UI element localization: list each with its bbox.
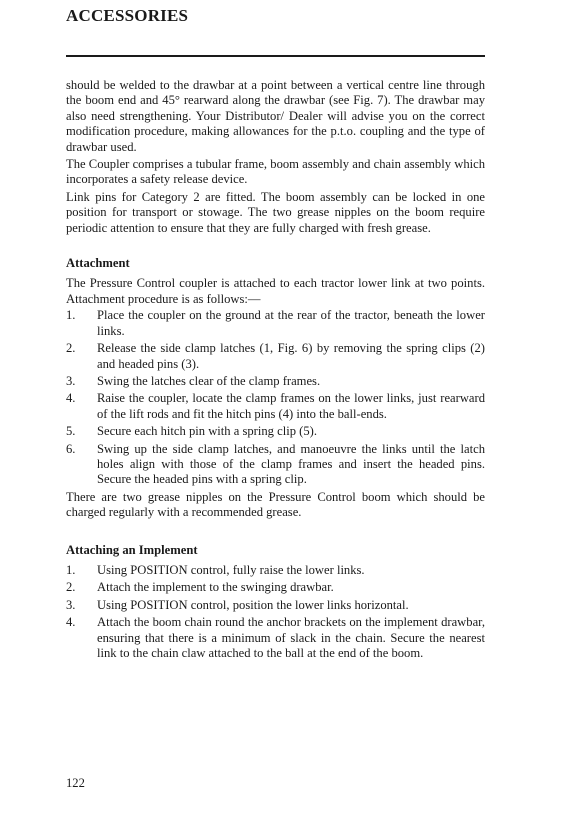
step-text: Attach the boom chain round the anchor brackets on the implement drawbar, ensuring that there is a minimum of slack in the chain. Secure the nearest link to the chain claw attached to the ball at the end of the boom. bbox=[97, 615, 485, 660]
step-text: Swing up the side clamp latches, and manoeuvre the links until the latch holes align with those of the clamp frames and insert the headed pins. Secure the headed pins with a spring clip. bbox=[97, 441, 485, 487]
header-rule bbox=[66, 55, 485, 57]
list-item bbox=[66, 341, 485, 372]
step-text: Attach the implement to the swinging drawbar. bbox=[97, 580, 334, 595]
step-text: Using POSITION control, fully raise the lower links. bbox=[97, 562, 365, 577]
list-item bbox=[66, 424, 485, 439]
list-item bbox=[66, 374, 485, 389]
list-item bbox=[66, 580, 485, 595]
step-number: 5. bbox=[66, 424, 76, 439]
step-number: 4. bbox=[66, 391, 76, 406]
step-text: Secure each hitch pin with a spring clip (5). bbox=[97, 424, 317, 439]
page-number: 122 bbox=[66, 776, 85, 790]
step-text: Swing the latches clear of the clamp frames. bbox=[97, 373, 321, 388]
intro-paragraph-1: should be welded to the drawbar at a point between a vertical centre line through the boom end and 45° rearward along the drawbar (see Fig. 7). The drawbar may also need strengthening. Your Distributor/ Dealer will advise you on the correct modification procedure, making allowances for the p.t.o. coupling and the type of drawbar used. bbox=[66, 78, 485, 154]
step-number: 2. bbox=[66, 341, 76, 356]
implement-heading: Attaching an Implement bbox=[66, 542, 198, 557]
intro-paragraph-2: The Coupler comprises a tubular frame, boom assembly and chain assembly which incorporates a safety release device. bbox=[66, 157, 485, 187]
step-text: Using POSITION control, position the lower links horizontal. bbox=[97, 597, 409, 612]
attachment-lead: The Pressure Control coupler is attached to each tractor lower link at two points. Attachment procedure is as follows:— bbox=[66, 276, 485, 306]
list-item bbox=[66, 308, 485, 339]
implement-steps bbox=[66, 563, 485, 661]
attachment-closing: There are two grease nipples on the Pressure Control boom which should be charged regularly with a recommended grease. bbox=[66, 489, 485, 520]
step-number: 1. bbox=[66, 562, 76, 577]
step-number: 2. bbox=[66, 580, 76, 595]
step-number: 3. bbox=[66, 373, 76, 388]
list-item bbox=[66, 598, 485, 613]
attachment-steps bbox=[66, 308, 485, 487]
step-number: 4. bbox=[66, 615, 76, 630]
step-text: Raise the coupler, locate the clamp frames on the lower links, just rearward of the lift rods and fit the hitch pins (4) into the ball-ends. bbox=[97, 391, 485, 421]
body-text bbox=[66, 78, 485, 663]
step-number: 1. bbox=[66, 308, 76, 323]
step-number: 3. bbox=[66, 597, 76, 612]
list-item bbox=[66, 391, 485, 422]
section-header: ACCESSORIES bbox=[66, 6, 189, 25]
list-item bbox=[66, 563, 485, 578]
intro-paragraph-3: Link pins for Category 2 are fitted. The boom assembly can be locked in one position for transport or stowage. The two grease nipples on the boom require periodic attention to ensure that they are fully charged with fresh grease. bbox=[66, 189, 485, 235]
step-text: Release the side clamp latches (1, Fig. 6) by removing the spring clips (2) and headed pins (3). bbox=[97, 341, 485, 371]
list-item bbox=[66, 615, 485, 661]
list-item bbox=[66, 442, 485, 488]
attachment-heading: Attachment bbox=[66, 256, 130, 271]
step-text: Place the coupler on the ground at the rear of the tractor, beneath the lower links. bbox=[97, 308, 485, 338]
step-number: 6. bbox=[66, 441, 76, 456]
